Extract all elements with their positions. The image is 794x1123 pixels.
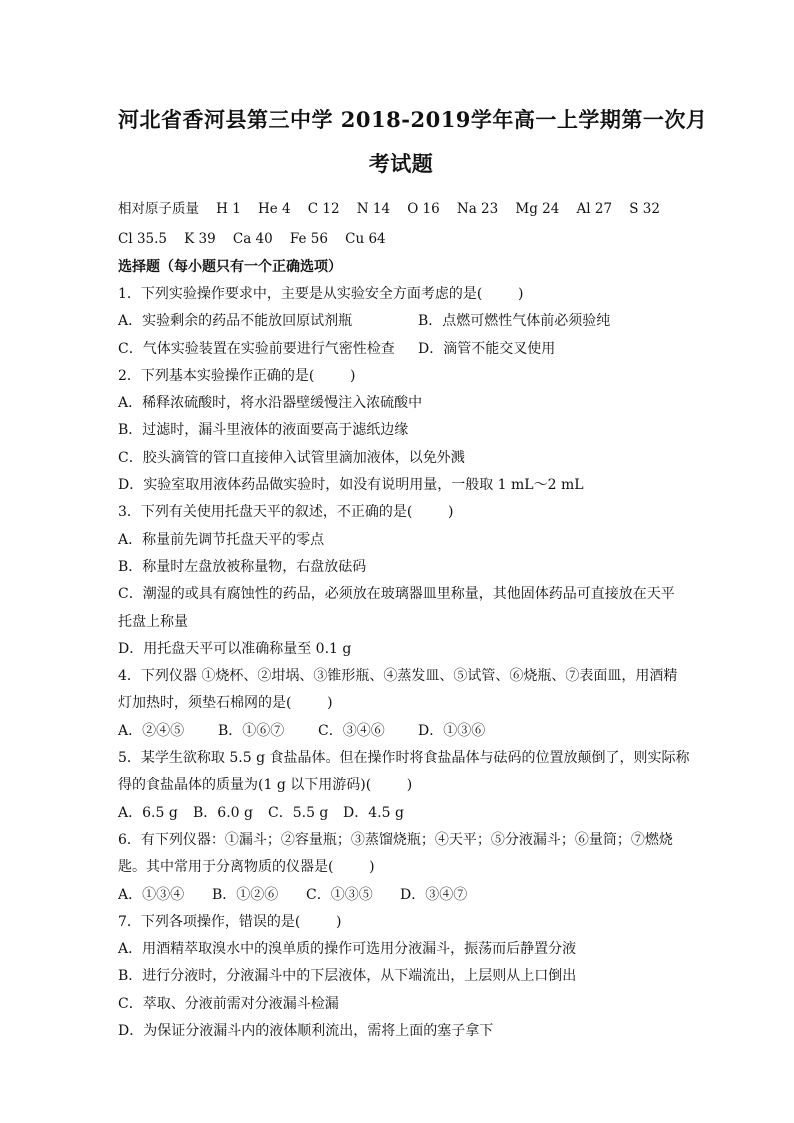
- question-4-stem-line2: 灯加热时，须垫石棉网的是( ): [118, 695, 333, 712]
- exam-title: [118, 98, 708, 186]
- question-1-option-a: A．实验剩余的药品不能放回原试剂瓶: [118, 313, 353, 330]
- exam-title-line2: 考试题: [368, 151, 434, 176]
- question-6-option-b: B．①②⑥: [212, 886, 279, 903]
- exam-page: [118, 98, 708, 1045]
- question-7-option-b: B．进行分液时，分液漏斗中的下层液体，从下端流出，上层则从上口倒出: [118, 968, 577, 985]
- question-6-option-a: A．①③④: [118, 886, 185, 903]
- atomic-masses-line2: Cl 35.5 K 39 Ca 40 Fe 56 Cu 64: [118, 231, 386, 247]
- question-3-option-d: D．用托盘天平可以准确称量至 0.1 g: [118, 640, 352, 657]
- exam-title-line1: 河北省香河县第三中学 2018-2019学年高一上学期第一次月: [118, 107, 708, 132]
- question-7-option-a: A．用酒精萃取溴水中的溴单质的操作可选用分液漏斗，振荡而后静置分液: [118, 941, 577, 958]
- question-7-option-d: D．为保证分液漏斗内的液体顺利流出，需将上面的塞子拿下: [118, 1023, 494, 1040]
- question-5-options: [118, 800, 684, 827]
- section-heading: 选择题（每小题只有一个正确选项）: [118, 259, 342, 275]
- question-5-option-d: D．4.5 g: [343, 804, 404, 821]
- question-4-options: [118, 718, 684, 745]
- question-6-stem-line2: 匙。其中常用于分离物质的仪器是( ): [118, 859, 375, 876]
- question-6-options: [118, 882, 684, 909]
- question-2-option-a: A．稀释浓硫酸时，将水沿器壁缓慢注入浓硫酸中: [118, 395, 423, 412]
- atomic-masses-line1: 相对原子质量 H 1 He 4 C 12 N 14 O 16 Na 23 Mg 24 Al 27 S 32: [118, 201, 660, 217]
- question-2-stem: 2．下列基本实验操作正确的是( ): [118, 367, 356, 384]
- question-4-option-b: B．①⑥⑦: [218, 722, 285, 739]
- question-4-option-c: C．③④⑥: [318, 722, 385, 739]
- question-3-option-a: A．称量前先调节托盘天平的零点: [118, 531, 325, 548]
- question-2-option-d: D．实验室取用液体药品做实验时，如没有说明用量，一般取 1 mL～2 mL: [118, 477, 584, 494]
- question-1-option-d: D．滴管不能交叉使用: [418, 340, 556, 357]
- question-1-options-row2: [118, 336, 684, 363]
- question-6-option-c: C．①③⑤: [306, 886, 373, 903]
- question-3-option-b: B．称量时左盘放被称量物，右盘放砝码: [118, 558, 367, 575]
- question-5-option-c: C．5.5 g: [268, 804, 329, 821]
- question-4-option-d: D．①③⑥: [418, 722, 486, 739]
- question-5-stem-line2: 得的食盐晶体的质量为(1 g 以下用游码)( ): [118, 777, 413, 794]
- question-7-option-c: C．萃取、分液前需对分液漏斗检漏: [118, 995, 339, 1012]
- question-6-stem-line1: 6．有下列仪器：①漏斗；②容量瓶；③蒸馏烧瓶；④天平；⑤分液漏斗；⑥量筒；⑦燃烧: [118, 831, 673, 848]
- question-4-stem-line1: 4．下列仪器 ①烧杯、②坩埚、③锥形瓶、④蒸发皿、⑤试管、⑥烧瓶、⑦表面皿，用酒精: [118, 668, 678, 685]
- question-1-stem: 1．下列实验操作要求中，主要是从实验安全方面考虑的是( ): [118, 286, 524, 302]
- question-3-stem: 3．下列有关使用托盘天平的叙述，不正确的是( ): [118, 504, 454, 521]
- question-2-option-b: B．过滤时，漏斗里液体的液面要高于滤纸边缘: [118, 422, 409, 439]
- question-5-stem-line1: 5．某学生欲称取 5.5 g 食盐晶体。但在操作时将食盐晶体与砝码的位置放颠倒了，则实际称: [118, 750, 690, 767]
- question-2-option-c: C．胶头滴管的管口直接伸入试管里滴加液体，以免外溅: [118, 449, 465, 466]
- question-6-option-d: D．③④⑦: [400, 886, 468, 903]
- question-5-option-b: B．6.0 g: [193, 804, 253, 821]
- question-5-option-a: A．6.5 g: [118, 804, 178, 821]
- question-4-option-a: A．②④⑤: [118, 722, 185, 739]
- question-1-option-b: B．点燃可燃性气体前必须验纯: [418, 313, 611, 330]
- question-1-options-row1: [118, 308, 684, 335]
- question-3-option-c: C．潮湿的或具有腐蚀性的药品，必须放在玻璃器皿里称量，其他固体药品可直接放在天平托盘上称量: [118, 586, 675, 630]
- question-7-stem: 7．下列各项操作，错误的是( ): [118, 913, 342, 930]
- question-1-option-c: C．气体实验装置在实验前要进行气密性检查: [118, 340, 395, 357]
